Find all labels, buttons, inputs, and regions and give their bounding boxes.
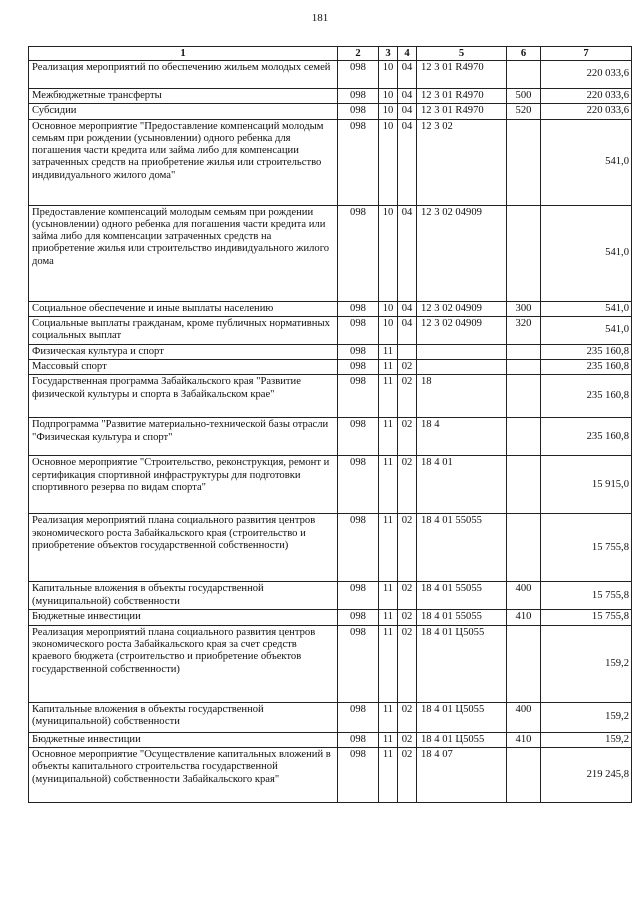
row-expense-type [507, 748, 541, 803]
row-target-article: 12 3 02 04909 [417, 205, 507, 301]
row-subsection [398, 344, 417, 359]
col-header: 1 [29, 47, 338, 61]
table-row [29, 418, 632, 456]
row-amount: 541,0 [541, 301, 632, 316]
row-ministry-code: 098 [338, 582, 379, 610]
row-ministry-code: 098 [338, 104, 379, 119]
row-name: Бюджетные инвестиции [29, 732, 338, 747]
row-amount: 219 245,8 [541, 748, 632, 803]
row-subsection: 02 [398, 360, 417, 375]
row-amount: 235 160,8 [541, 418, 632, 456]
row-subsection: 04 [398, 316, 417, 344]
row-ministry-code: 098 [338, 418, 379, 456]
row-name: Бюджетные инвестиции [29, 610, 338, 625]
row-target-article: 18 4 01 Ц5055 [417, 625, 507, 702]
table-row [29, 301, 632, 316]
row-ministry-code: 098 [338, 301, 379, 316]
table-row [29, 625, 632, 702]
row-name: Реализация мероприятий плана социального развития центров экономического роста Забайкальского края (строительство и приобретение объектов государственной собственности) [29, 514, 338, 582]
row-target-article: 12 3 02 04909 [417, 301, 507, 316]
row-name: Массовый спорт [29, 360, 338, 375]
row-subsection: 02 [398, 514, 417, 582]
row-subsection: 02 [398, 375, 417, 418]
table-row [29, 375, 632, 418]
row-amount: 15 755,8 [541, 582, 632, 610]
row-subsection: 02 [398, 610, 417, 625]
row-amount: 15 755,8 [541, 514, 632, 582]
row-ministry-code: 098 [338, 360, 379, 375]
row-target-article: 12 3 01 R4970 [417, 89, 507, 104]
row-expense-type [507, 61, 541, 89]
row-name: Капитальные вложения в объекты государственной (муниципальной) собственности [29, 702, 338, 732]
row-ministry-code: 098 [338, 456, 379, 514]
row-amount: 15 915,0 [541, 456, 632, 514]
row-amount: 541,0 [541, 119, 632, 205]
row-target-article: 18 4 [417, 418, 507, 456]
row-name: Реализация мероприятий по обеспечению жильем молодых семей [29, 61, 338, 89]
row-name: Государственная программа Забайкальского края "Развитие физической культуры и спорта в Забайкальском крае" [29, 375, 338, 418]
table-row [29, 89, 632, 104]
row-name: Предоставление компенсаций молодым семьям при рождении (усыновлении) одного ребенка для погашения части кредита или займа либо для компенсации затраченных средств на приобретение жилья или строительство индивидуального жилого дома [29, 205, 338, 301]
row-target-article: 18 [417, 375, 507, 418]
col-header: 5 [417, 47, 507, 61]
row-target-article: 18 4 01 55055 [417, 610, 507, 625]
row-section: 10 [379, 301, 398, 316]
row-ministry-code: 098 [338, 89, 379, 104]
row-amount: 159,2 [541, 702, 632, 732]
row-expense-type [507, 375, 541, 418]
row-name: Социальные выплаты гражданам, кроме публичных нормативных социальных выплат [29, 316, 338, 344]
table-row [29, 360, 632, 375]
row-expense-type: 300 [507, 301, 541, 316]
row-subsection: 04 [398, 301, 417, 316]
row-subsection: 02 [398, 456, 417, 514]
row-subsection: 02 [398, 732, 417, 747]
row-amount: 220 033,6 [541, 104, 632, 119]
row-section: 11 [379, 514, 398, 582]
row-section: 10 [379, 119, 398, 205]
row-target-article: 18 4 07 [417, 748, 507, 803]
row-section: 11 [379, 610, 398, 625]
row-amount: 541,0 [541, 205, 632, 301]
row-section: 11 [379, 748, 398, 803]
row-target-article: 12 3 01 R4970 [417, 104, 507, 119]
row-target-article [417, 344, 507, 359]
row-target-article [417, 360, 507, 375]
row-ministry-code: 098 [338, 748, 379, 803]
row-subsection: 02 [398, 702, 417, 732]
row-target-article: 18 4 01 Ц5055 [417, 732, 507, 747]
row-ministry-code: 098 [338, 61, 379, 89]
row-section: 11 [379, 625, 398, 702]
row-expense-type [507, 360, 541, 375]
row-amount: 235 160,8 [541, 360, 632, 375]
row-ministry-code: 098 [338, 702, 379, 732]
row-expense-type [507, 205, 541, 301]
table-row [29, 732, 632, 747]
table-row [29, 61, 632, 89]
row-ministry-code: 098 [338, 732, 379, 747]
row-section: 11 [379, 582, 398, 610]
row-subsection: 04 [398, 104, 417, 119]
row-section: 11 [379, 702, 398, 732]
row-name: Основное мероприятие "Строительство, реконструкция, ремонт и сертификация спортивной инфраструктуры для подготовки спортивного резерва по видам спорта" [29, 456, 338, 514]
row-amount: 220 033,6 [541, 89, 632, 104]
col-header: 3 [379, 47, 398, 61]
header-row [29, 47, 632, 61]
col-header: 6 [507, 47, 541, 61]
row-ministry-code: 098 [338, 514, 379, 582]
row-amount: 159,2 [541, 625, 632, 702]
row-ministry-code: 098 [338, 205, 379, 301]
row-expense-type [507, 344, 541, 359]
row-subsection: 04 [398, 61, 417, 89]
row-expense-type: 410 [507, 732, 541, 747]
row-subsection: 02 [398, 418, 417, 456]
table-row [29, 702, 632, 732]
row-name: Основное мероприятие "Предоставление компенсаций молодым семьям при рождении (усыновлении) одного ребенка для погашения части кредита или займа либо для компенсации затраченных средств на приобретение жилья или строительство индивидуального жилого дома" [29, 119, 338, 205]
row-section: 11 [379, 360, 398, 375]
row-section: 11 [379, 375, 398, 418]
row-ministry-code: 098 [338, 375, 379, 418]
table-row [29, 748, 632, 803]
row-name: Физическая культура и спорт [29, 344, 338, 359]
row-target-article: 12 3 02 04909 [417, 316, 507, 344]
row-expense-type [507, 514, 541, 582]
row-target-article: 18 4 01 55055 [417, 514, 507, 582]
row-ministry-code: 098 [338, 344, 379, 359]
row-target-article: 18 4 01 [417, 456, 507, 514]
row-expense-type: 500 [507, 89, 541, 104]
row-target-article: 18 4 01 Ц5055 [417, 702, 507, 732]
col-header: 7 [541, 47, 632, 61]
row-name: Основное мероприятие "Осуществление капитальных вложений в объекты капитального строительства государственной (муниципальной) собственности Забайкальского края" [29, 748, 338, 803]
row-section: 11 [379, 418, 398, 456]
row-amount: 159,2 [541, 732, 632, 747]
row-amount: 15 755,8 [541, 610, 632, 625]
row-subsection: 04 [398, 205, 417, 301]
row-expense-type [507, 625, 541, 702]
table-row [29, 104, 632, 119]
row-expense-type: 410 [507, 610, 541, 625]
row-ministry-code: 098 [338, 625, 379, 702]
row-amount: 235 160,8 [541, 375, 632, 418]
table-row [29, 610, 632, 625]
table-row [29, 456, 632, 514]
row-expense-type [507, 418, 541, 456]
row-amount: 220 033,6 [541, 61, 632, 89]
row-section: 10 [379, 205, 398, 301]
row-expense-type: 400 [507, 582, 541, 610]
budget-table [28, 46, 632, 803]
row-target-article: 18 4 01 55055 [417, 582, 507, 610]
row-target-article: 12 3 01 R4970 [417, 61, 507, 89]
row-name: Реализация мероприятий плана социального развития центров экономического роста Забайкальского края за счет средств краевого бюджета (строительство и приобретение объектов государственной собственности) [29, 625, 338, 702]
row-subsection: 04 [398, 119, 417, 205]
row-ministry-code: 098 [338, 610, 379, 625]
table-row [29, 582, 632, 610]
table-row [29, 316, 632, 344]
table-row [29, 514, 632, 582]
row-section: 11 [379, 732, 398, 747]
row-subsection: 02 [398, 748, 417, 803]
row-name: Подпрограмма "Развитие материально-технической базы отрасли "Физическая культура и спорт" [29, 418, 338, 456]
row-section: 10 [379, 61, 398, 89]
row-name: Социальное обеспечение и иные выплаты населению [29, 301, 338, 316]
row-expense-type: 400 [507, 702, 541, 732]
row-subsection: 02 [398, 582, 417, 610]
row-section: 10 [379, 104, 398, 119]
row-section: 10 [379, 316, 398, 344]
row-subsection: 04 [398, 89, 417, 104]
row-amount: 235 160,8 [541, 344, 632, 359]
table-row [29, 344, 632, 359]
row-section: 11 [379, 344, 398, 359]
row-ministry-code: 098 [338, 119, 379, 205]
col-header: 4 [398, 47, 417, 61]
table-row [29, 119, 632, 205]
row-name: Капитальные вложения в объекты государственной (муниципальной) собственности [29, 582, 338, 610]
row-subsection: 02 [398, 625, 417, 702]
col-header: 2 [338, 47, 379, 61]
row-ministry-code: 098 [338, 316, 379, 344]
row-target-article: 12 3 02 [417, 119, 507, 205]
row-expense-type: 320 [507, 316, 541, 344]
row-expense-type [507, 119, 541, 205]
row-name: Межбюджетные трансферты [29, 89, 338, 104]
page-number: 181 [311, 12, 329, 24]
row-expense-type [507, 456, 541, 514]
row-amount: 541,0 [541, 316, 632, 344]
row-section: 11 [379, 456, 398, 514]
row-name: Субсидии [29, 104, 338, 119]
row-section: 10 [379, 89, 398, 104]
row-expense-type: 520 [507, 104, 541, 119]
table-row [29, 205, 632, 301]
